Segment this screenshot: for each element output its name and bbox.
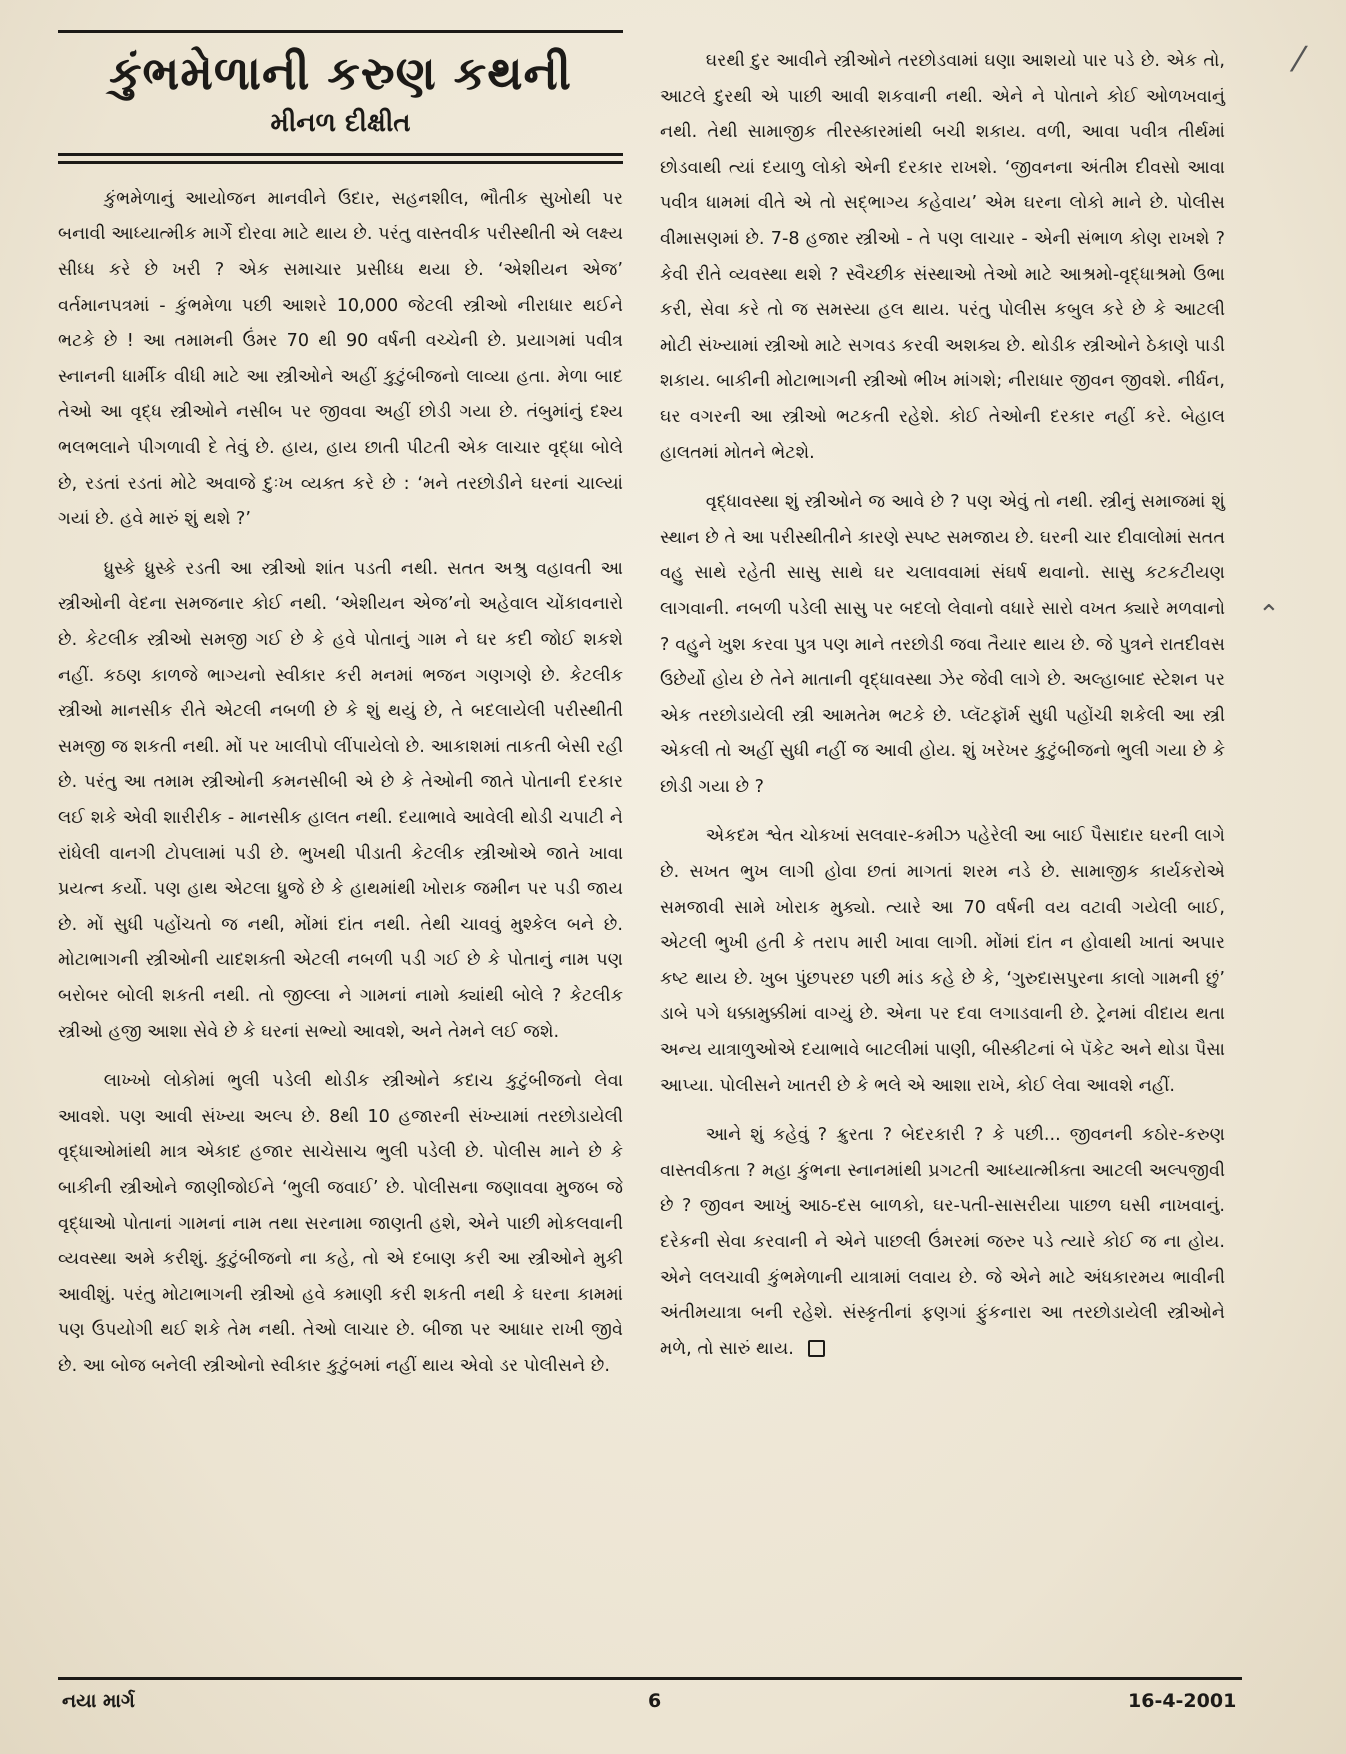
paragraph: ધ્રુસ્કે ધ્રુસ્કે રડતી આ સ્ત્રીઓ શાંત પડતી નથી. સતત અશ્રુ વહાવતી આ સ્ત્રીઓની વેદના સમજનાર કોઈ નથી. ‘એશીયન એજ’નો અહેવાલ ચોંકાવનારો છે. કેટલીક સ્ત્રીઓ સમજી ગઈ છે કે હવે પોતાનું ગામ ને ઘર કદી જોઈ શકશે નહીં. કઠણ કાળજે ભાગ્યનો સ્વીકાર કરી મનમાં ભજન ગણગણે છે. કેટલીક સ્ત્રીઓ માનસીક રીતે એટલી નબળી છે કે શું થયું છે, તે બદલાયેલી પરીસ્થીતી સમજી જ શકતી નથી. મોં પર ખાલીપો લીંપાયેલો છે. આકાશમાં તાકતી બેસી રહી છે. પરંતુ આ તમામ સ્ત્રીઓની કમનસીબી એ છે કે તેઓની જાતે પોતાની દરકાર લઈ શકે એવી શારીરીક - માનસીક હાલત નથી. દયાભાવે આવેલી થોડી ચપાટી ને રાંધેલી વાનગી ટોપલામાં પડી છે. ભુખથી પીડાતી કેટલીક સ્ત્રીઓએ જાતે ખાવા પ્રયત્ન કર્યો. પણ હાથ એટલા ધ્રુજે છે કે હાથમાંથી ખોરાક જમીન પર પડી જાય છે. મોં સુધી પહોંચતો જ નથી, મોંમાં દાંત નથી. તેથી ચાવવું મુશ્કેલ બને છે. મોટાભાગની સ્ત્રીઓની યાદશક્તી એટલી નબળી પડી ગઈ છે કે પોતાનું નામ પણ બરોબર બોલી શકતી નથી. તો જીલ્લા ને ગામનાં નામો ક્યાંથી બોલે ? કેટલીક સ્ત્રીઓ હજી આશા સેવે છે કે ઘરનાં સભ્યો આવશે, અને તેમને લઈ જશે. — [58, 558, 623, 1042]
paragraph: વૃદ્ધાવસ્થા શું સ્ત્રીઓને જ આવે છે ? પણ એવું તો નથી. સ્ત્રીનું સમાજમાં શું સ્થાન છે તે આ પરીસ્થીતીને કારણે સ્પષ્ટ સમજાય છે. ઘરની ચાર દીવાલોમાં સતત વહુ સાથે રહેતી સાસુ સાથે ઘર ચલાવવામાં સંઘર્ષ થવાનો. સાસુ કટકટીયણ લાગવાની. નબળી પડેલી સાસુ પર બદલો લેવાનો વધારે સારો વખત ક્યારે મળવાનો ? વહુને ખુશ કરવા પુત્ર પણ માને તરછોડી જવા તૈયાર થાય છે. જે પુત્રને રાતદીવસ ઉછેર્યો હોય છે તેને માતાની વૃદ્ધાવસ્થા ઝેર જેવી લાગે છે. અલ્હાબાદ સ્ટેશન પર એક તરછોડાયેલી સ્ત્રી આમતેમ ભટકે છે. પ્લૅટફૉર્મ સુધી પહોંચી શકેલી આ સ્ત્રી એકલી તો અહીં સુધી નહીં જ આવી હોય. શું ખરેખર કુટુંબીજનો ભુલી ગયા છે કે છોડી ગયા છે ? — [660, 492, 1225, 797]
paragraph: એકદમ શ્વેત ચોકખાં સલવાર-કમીઝ પહેરેલી આ બાઈ પૈસાદાર ઘરની લાગે છે. સખત ભુખ લાગી હોવા છતાં માગતાં શરમ નડે છે. સામાજીક કાર્યકરોએ સમજાવી સામે ખોરાક મુક્યો. ત્યારે આ 70 વર્ષની વય વટાવી ગયેલી બાઈ, એટલી ભુખી હતી કે તરાપ મારી ખાવા લાગી. મોંમાં દાંત ન હોવાથી ખાતાં અપાર કષ્ટ થાય છે. ખુબ પુંછપરછ પછી માંડ કહે છે કે, ‘ગુરુદાસપુરના કાલો ગામની છું’ ડાબે પગે ધક્કામુક્કીમાં વાગ્યું છે. એના પર દવા લગાડવાની છે. ટ્રેનમાં વીદાય થતા અન્ય યાત્રાળુઓએ દયાભાવે બાટલીમાં પાણી, બીસ્કીટનાં બે પૅકેટ અને થોડા પૈસા આપ્યા. પોલીસને ખાતરી છે કે ભલે એ આશા રાખે, કોઈ લેવા આવશે નહીં. — [660, 826, 1225, 1096]
article-author: મીનળ દીક્ષીત — [270, 107, 411, 138]
paragraph: ઘરથી દુર આવીને સ્ત્રીઓને તરછોડવામાં ઘણા આશયો પાર પડે છે. એક તો, આટલે દુરથી એ પાછી આવી શકવાની નથી. એને ને પોતાને કોઈ ઓળખવાનું નથી. તેથી સામાજીક તીરસ્કારમાંથી બચી શકાય. વળી, આવા પવીત્ર તીર્થમાં છોડવાથી ત્યાં દયાળુ લોકો એની દરકાર રાખશે. ‘જીવનના અંતીમ દીવસો આવા પવીત્ર ધામમાં વીતે એ તો સદ્ભાગ્ય કહેવાય’ એમ ઘરના લોકો માને છે. પોલીસ વીમાસણમાં છે. 7-8 હજાર સ્ત્રીઓ - તે પણ લાચાર - એની સંભાળ કોણ રાખશે ? કેવી રીતે વ્યવસ્થા થશે ? સ્વૈચ્છીક સંસ્થાઓ તેઓ માટે આશ્રમો-વૃદ્ધાશ્રમો ઉભા કરી, સેવા કરે તો જ સમસ્યા હલ થાય. પરંતુ પોલીસ કબુલ કરે છે કે આટલી મોટી સંખ્યામાં સ્ત્રીઓ માટે સગવડ કરવી અશક્ય છે. થોડીક સ્ત્રીઓને ઠેકાણે પાડી શકાય. બાકીની મોટાભાગની સ્ત્રીઓ ભીખ માંગશે; નીરાધાર જીવન જીવશે. નીર્ધન, ઘર વગરની આ સ્ત્રીઓ ભટકતી રહેશે. કોઈ તેઓની દરકાર નહીં કરે. બેહાલ હાલતમાં મોતને ભેટશે. — [660, 51, 1225, 463]
margin-scribble-icon: ⌃ — [1258, 600, 1280, 630]
paragraph: લાખ્ખો લોકોમાં ભુલી પડેલી થોડીક સ્ત્રીઓને કદાચ કુટુંબીજનો લેવા આવશે. પણ આવી સંખ્યા અલ્પ છે. 8થી 10 હજારની સંખ્યામાં તરછોડાયેલી વૃદ્ધાઓમાંથી માત્ર એકાદ હજાર સાચેસાચ ભુલી પડેલી છે. પોલીસ માને છે કે બાકીની સ્ત્રીઓને જાણીજોઈને ‘ભુલી જવાઈ’ છે. પોલીસના જણાવવા મુજબ જે વૃદ્ધાઓ પોતાનાં ગામનાં નામ તથા સરનામા જાણતી હશે, એને પાછી મોકલવાની વ્યવસ્થા અમે કરીશું. કુટુંબીજનો ના કહે, તો એ દબાણ કરી આ સ્ત્રીઓને મુકી આવીશું. પરંતુ મોટાભાગની સ્ત્રીઓ હવે કમાણી કરી શકતી નથી કે ઘરના કામમાં પણ ઉપયોગી થઈ શકે તેમ નથી. તેઓ લાચાર છે. બીજા પર આધાર રાખી જીવે છે. આ બોજ બનેલી સ્ત્રીઓનો સ્વીકાર કુટુંબમાં નહીં થાય એવો ડર પોલીસને છે. — [58, 1071, 623, 1376]
article-title: કુંભમેળાની કરુણ કથની — [109, 46, 572, 100]
margin-scribble-icon: ⁄ — [1296, 40, 1302, 80]
publication-name: નયા માર્ગ — [62, 1690, 135, 1712]
page-number: 6 — [648, 1690, 662, 1712]
issue-date: 16-4-2001 — [1128, 1690, 1237, 1712]
last-paragraph — [660, 1118, 1225, 1367]
paragraph-text: આને શું કહેવું ? ક્રુરતા ? બેદરકારી ? કે પછી... જીવનની કઠોર-કરુણ વાસ્તવીકતા ? મહા કુંભના સ્નાનમાંથી પ્રગટતી આધ્યાત્મીક્તા આટલી અલ્પજીવી છે ? જીવન આખું આઠ-દસ બાળકો, ઘર-પતી-સાસરીયા પાછળ ઘસી નાખવાનું. દરેકની સેવા કરવાની ને એને પાછલી ઉંમરમાં જરુર પડે ત્યારે કોઈ જ ના હોય. એને લલચાવી કુંભમેળાની યાત્રામાં લવાય છે. જે એને માટે અંધકારમય ભાવીની અંતીમયાત્રા બની રહેશે. સંસ્કૃતીનાં ફણગાં ફુંકનારા આ તરછોડાયેલી સ્ત્રીઓને મળે, તો સારું થાય. — [660, 1125, 1225, 1359]
paragraph: કુંભમેળાનું આયોજન માનવીને ઉદાર, સહનશીલ, ભૌતીક સુખોથી પર બનાવી આધ્યાત્મીક માર્ગે દોરવા માટે થાય છે. પરંતુ વાસ્તવીક પરીસ્થીતી એ લક્ષ્ય સીધ્ધ કરે છે ખરી ? એક સમાચાર પ્રસીધ્ધ થયા છે. ‘એશીયન એજ’ વર્તમાનપત્રમાં - કુંભમેળા પછી આશરે 10,000 જેટલી સ્ત્રીઓ નીરાધાર થઈને ભટકે છે ! આ તમામની ઉંમર 70 થી 90 વર્ષની વચ્ચેની છે. પ્રયાગમાં પવીત્ર સ્નાનની ધાર્મીક વીધી માટે આ સ્ત્રીઓને અહીં કુટુંબીજનો લાવ્યા હતા. મેળા બાદ તેઓ આ વૃદ્ધ સ્ત્રીઓને નસીબ પર જીવવા અહીં છોડી ગયા છે. તંબુમાંનું દશ્ય ભલભલાને પીગળાવી દે તેવું છે. હાય, હાય છાતી પીટતી એક લાચાર વૃદ્ધા બોલે છે, રડતાં રડતાં મોટે અવાજે દુઃખ વ્યક્ત કરે છે : ‘મને તરછોડીને ઘરનાં ચાલ્યાં ગયાં છે. હવે મારું શું થશે ?’ — [58, 188, 623, 530]
left-column — [58, 30, 623, 1398]
article-header — [58, 30, 623, 139]
footer-divider — [58, 1677, 1242, 1680]
end-of-article-icon — [808, 1340, 825, 1357]
header-divider — [58, 153, 623, 164]
right-column — [660, 30, 1225, 1381]
